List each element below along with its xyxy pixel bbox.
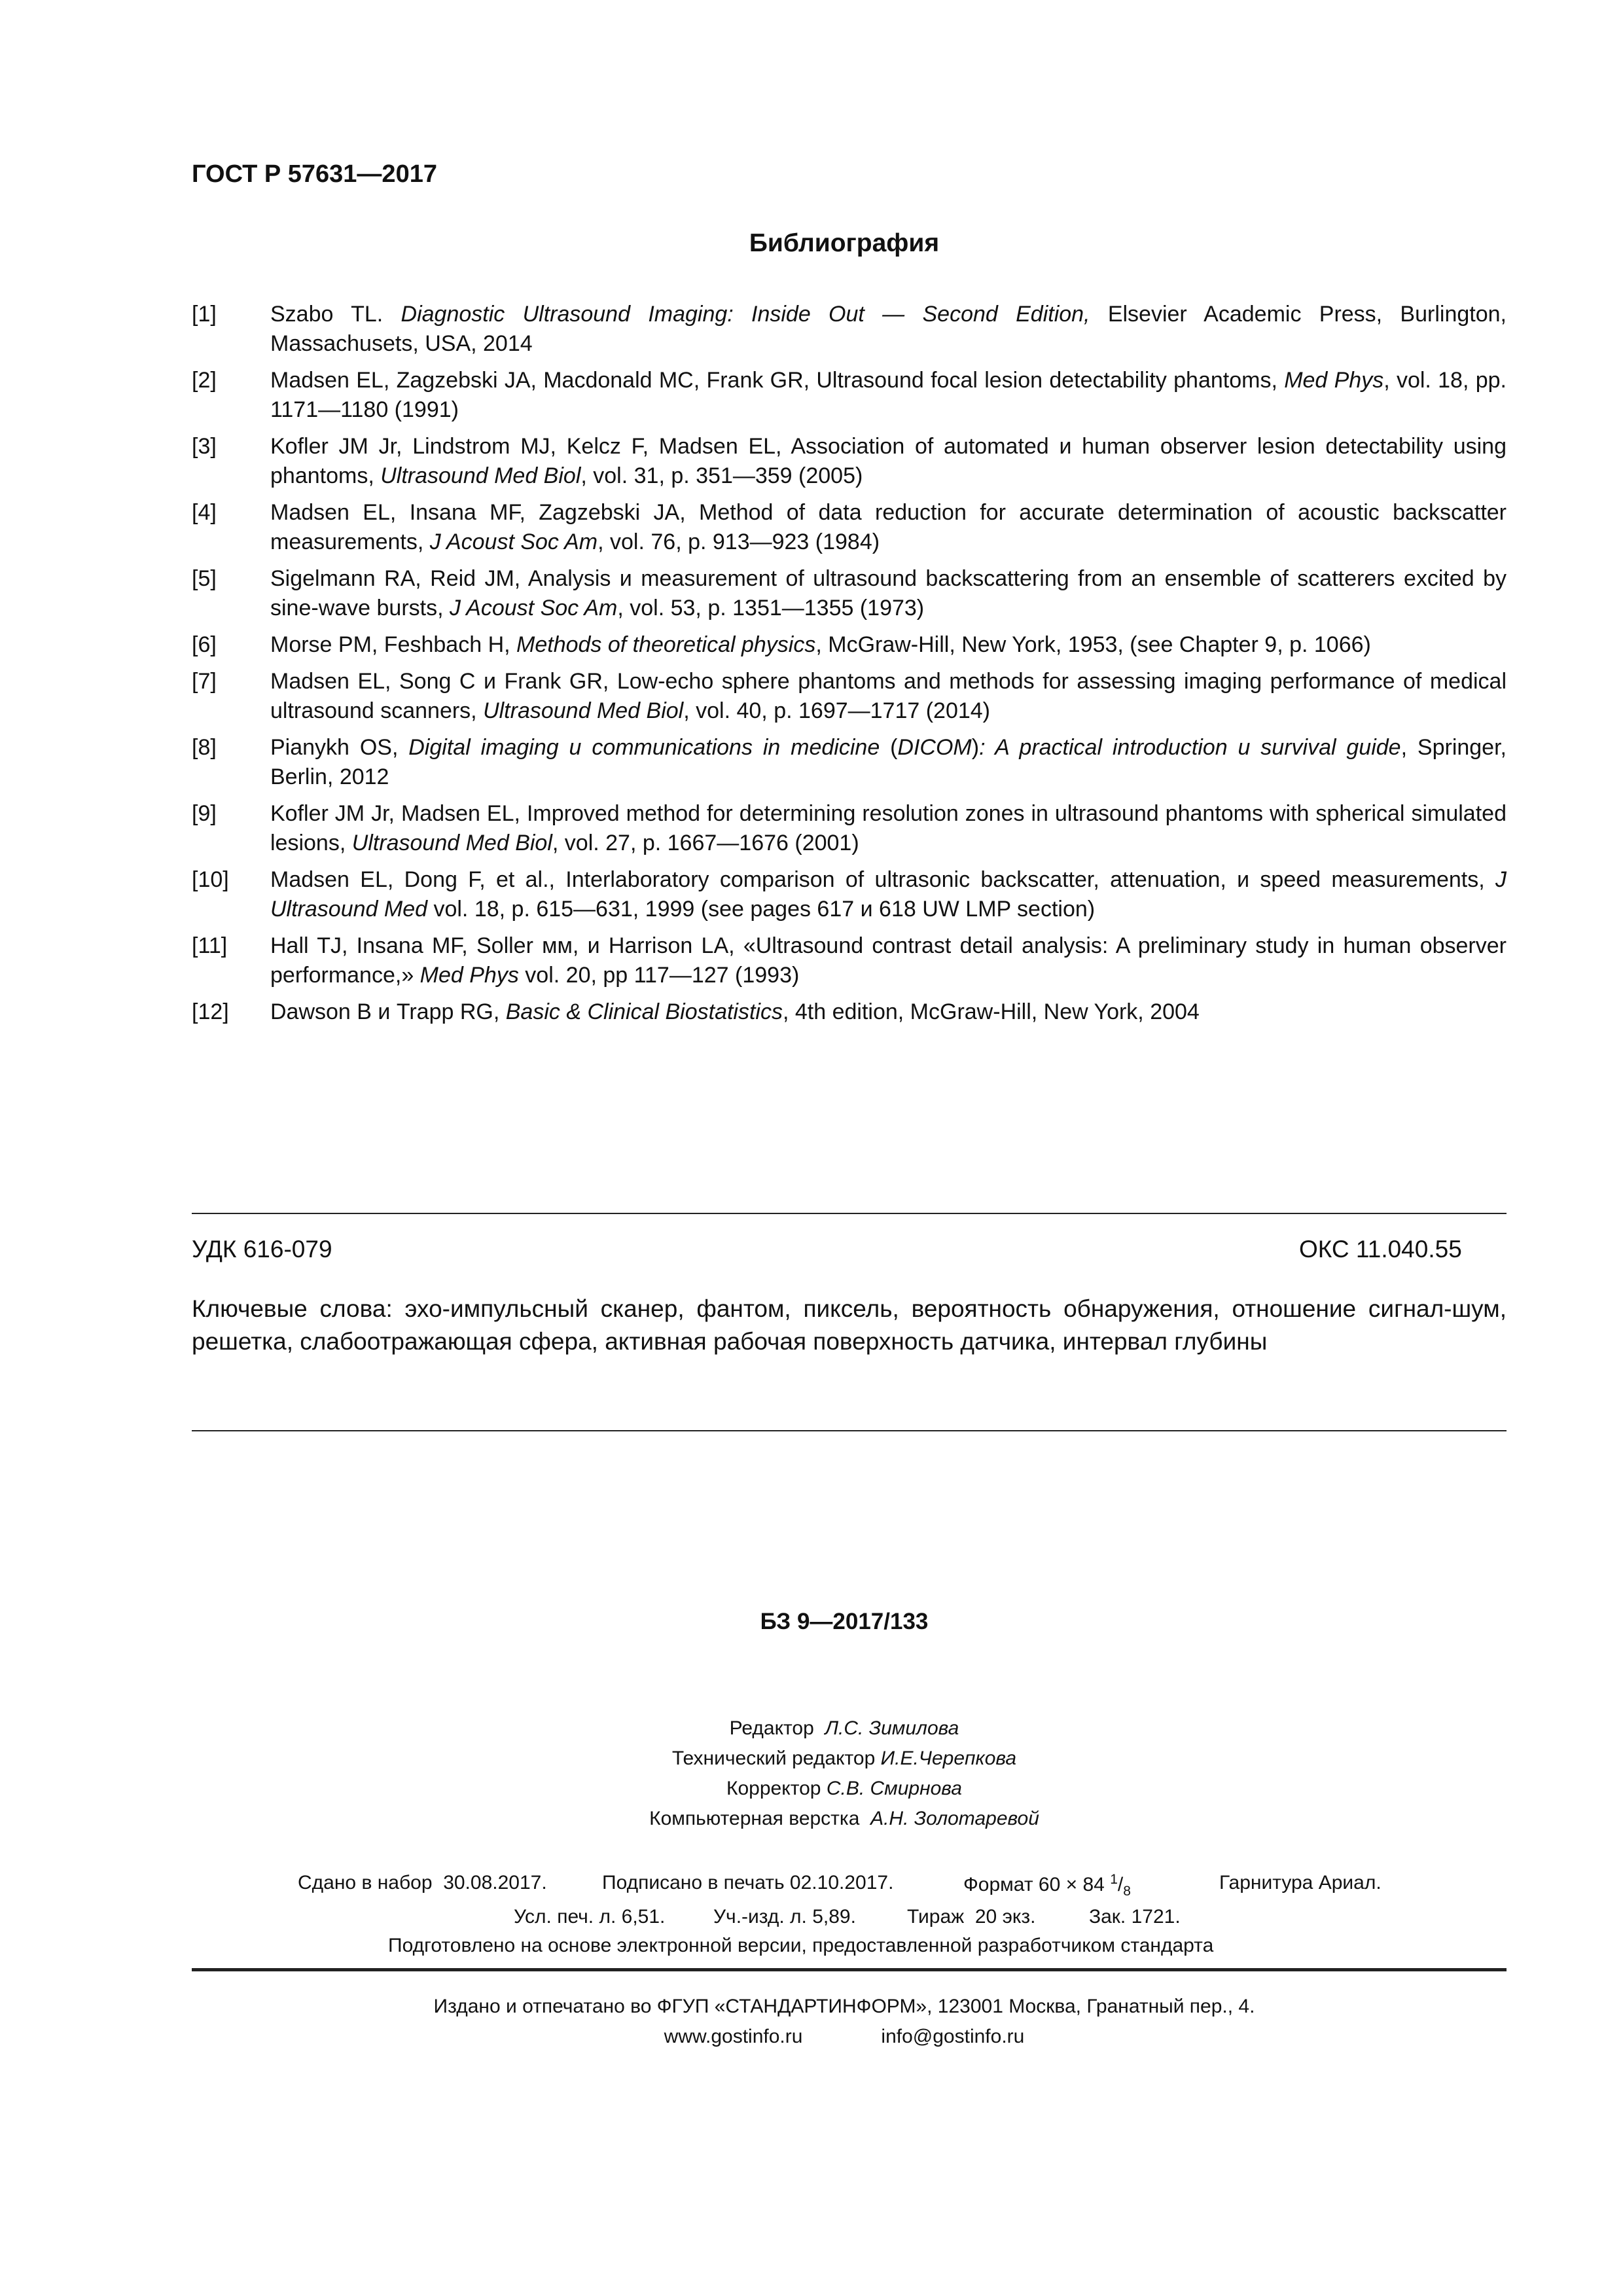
credit-person: Л.С. Зимилова [825,1717,959,1739]
entry-text: Dawson B и Trapp RG, Basic & Clinical Biostatistics, 4th edition, McGraw-Hill, New York, 2004 [270,999,1200,1024]
entry-text: Kofler JM Jr, Lindstrom MJ, Kelcz F, Madsen EL, Association of automated и human observer lesion detectability using phantoms, Ultrasound Med Biol, vol. 31, p. 351—359 (2005) [270,434,1507,488]
fraction-numerator: 1 [1110,1872,1118,1887]
entry-text: Sigelmann RA, Reid JM, Analysis и measurement of ultrasound backscattering from an ensemble of scatterers excited by sine-wave bursts, J Acoust Soc Am, vol. 53, p. 1351—1355 (1973) [270,566,1507,620]
credit-label: Редактор [729,1717,814,1739]
bibliography-entry [192,667,1507,726]
imprint-signed: Подписано в печать 02.10.2017. [602,1872,894,1893]
bz-number: БЗ 9—2017/133 [760,1609,929,1634]
imprint-typeface: Гарнитура Ариал. [1219,1872,1382,1893]
publisher-contacts [0,2022,1623,2052]
imprint-order: Зак. 1721. [1089,1906,1181,1928]
imprint-prepared: Подготовлено на основе электронной версии, предоставленной разработчиком стандарта [388,1935,1214,1956]
bibliography-entry [192,931,1507,990]
bibliography-entry [192,630,1507,660]
document-header: ГОСТ Р 57631—2017 [192,160,437,188]
entry-number: [10] [192,867,229,892]
divider-top [192,1213,1507,1214]
entry-number: [3] [192,434,217,459]
imprint-format [963,1872,1131,1899]
credit-label: Компьютерная верстка [649,1808,860,1829]
entry-number: [9] [192,801,217,826]
keywords-paragraph: Ключевые слова: эхо-импульсный сканер, фантом, пиксель, вероятность обнаружения, отношение сигнал-шум, решетка, слабоотражающая сфера, активная рабочая поверхность датчика, интервал глубины [192,1295,1507,1355]
bibliography-entry [192,300,1507,359]
imprint-pub-sheets: Уч.-изд. л. 5,89. [713,1906,856,1928]
entry-text: Pianykh OS, Digital imaging и communications in medicine (DICOM): A practical introduction и survival guide, Springer, Berlin, 2012 [270,735,1507,789]
credits-block [0,1713,1623,1834]
entry-text: Madsen EL, Insana MF, Zagzebski JA, Method of data reduction for accurate determination of acoustic backscatter measurements, J Acoust Soc Am, vol. 76, p. 913—923 (1984) [270,500,1507,554]
credit-label: Корректор [726,1778,821,1799]
credit-person: С.В. Смирнова [826,1778,962,1799]
entry-text: Morse PM, Feshbach H, Methods of theoretical physics, McGraw-Hill, New York, 1953, (see Chapter 9, p. 1066) [270,632,1371,657]
bibliography-entry [192,564,1507,623]
credit-person: А.Н. Золотаревой [870,1808,1039,1829]
entry-text: Kofler JM Jr, Madsen EL, Improved method for determining resolution zones in ultrasound phantoms with spherical simulated lesions, Ultrasound Med Biol, vol. 27, p. 1667—1676 (2001) [270,801,1507,855]
bibliography-title: Библиография [749,229,940,257]
credit-editor [0,1713,1623,1744]
credit-person: И.Е.Черепкова [880,1748,1017,1769]
oks-code: ОКС 11.040.55 [1299,1236,1462,1263]
fraction-denominator: 8 [1123,1884,1131,1899]
entry-number: [1] [192,302,217,327]
email-link[interactable]: info@gostinfo.ru [881,2026,1025,2047]
entry-number: [6] [192,632,217,657]
website-link[interactable]: www.gostinfo.ru [664,2026,803,2047]
bibliography-entry [192,799,1507,858]
entry-text: Madsen EL, Dong F, et al., Interlaboratory comparison of ultrasonic backscatter, attenuation, и speed measurements, J Ultrasound Med vol. 18, p. 615—631, 1999 (see pages 617 и 618 UW LMP section) [270,867,1507,922]
publisher-line: Издано и отпечатано во ФГУП «СТАНДАРТИНФОРМ», 123001 Москва, Гранатный пер., 4. [433,1996,1255,2017]
divider-bottom [192,1430,1507,1431]
entry-number: [8] [192,735,217,760]
credit-corrector [0,1774,1623,1804]
entry-number: [5] [192,566,217,591]
publisher-block [0,1992,1623,2052]
bibliography-entry [192,498,1507,557]
bibliography-entry [192,366,1507,425]
entry-number: [4] [192,500,217,525]
divider-imprint [192,1968,1507,1971]
entry-text: Madsen EL, Zagzebski JA, Macdonald MC, Frank GR, Ultrasound focal lesion detectability phantoms, Med Phys, vol. 18, pp. 1171—1180 (1991) [270,368,1507,422]
format-fraction: $^1/_8$ [1110,1872,1131,1899]
imprint-circulation: Тираж 20 экз. [907,1906,1036,1928]
bibliography-entry [192,865,1507,924]
entry-number: [7] [192,669,217,694]
bibliography-entry [192,997,1507,1027]
entry-number: [11] [192,933,228,958]
bibliography-entry [192,432,1507,491]
format-label: Формат 60 × 84 [963,1874,1105,1895]
bibliography-entry [192,733,1507,792]
entry-number: [2] [192,368,217,393]
entry-text: Hall TJ, Insana MF, Soller мм, и Harrison LA, «Ultrasound contrast detail analysis: A preliminary study in human observer performance,» Med Phys vol. 20, pp 117—127 (1993) [270,933,1507,988]
credit-label: Технический редактор [671,1748,876,1769]
udk-code: УДК 616-079 [192,1236,332,1263]
credit-tech-editor [0,1744,1623,1774]
credit-layout [0,1804,1623,1834]
entry-text: Szabo TL. Diagnostic Ultrasound Imaging: Inside Out — Second Edition, Elsevier Academic Press, Burlington, Massachusets, USA, 2014 [270,302,1507,356]
imprint-print-sheets: Усл. печ. л. 6,51. [514,1906,666,1928]
entry-number: [12] [192,999,229,1024]
imprint-submitted: Сдано в набор 30.08.2017. [298,1872,547,1893]
bibliography-list [192,300,1507,1034]
entry-text: Madsen EL, Song C и Frank GR, Low-echo sphere phantoms and methods for assessing imaging performance of medical ultrasound scanners, Ultrasound Med Biol, vol. 40, p. 1697—1717 (2014) [270,669,1507,723]
